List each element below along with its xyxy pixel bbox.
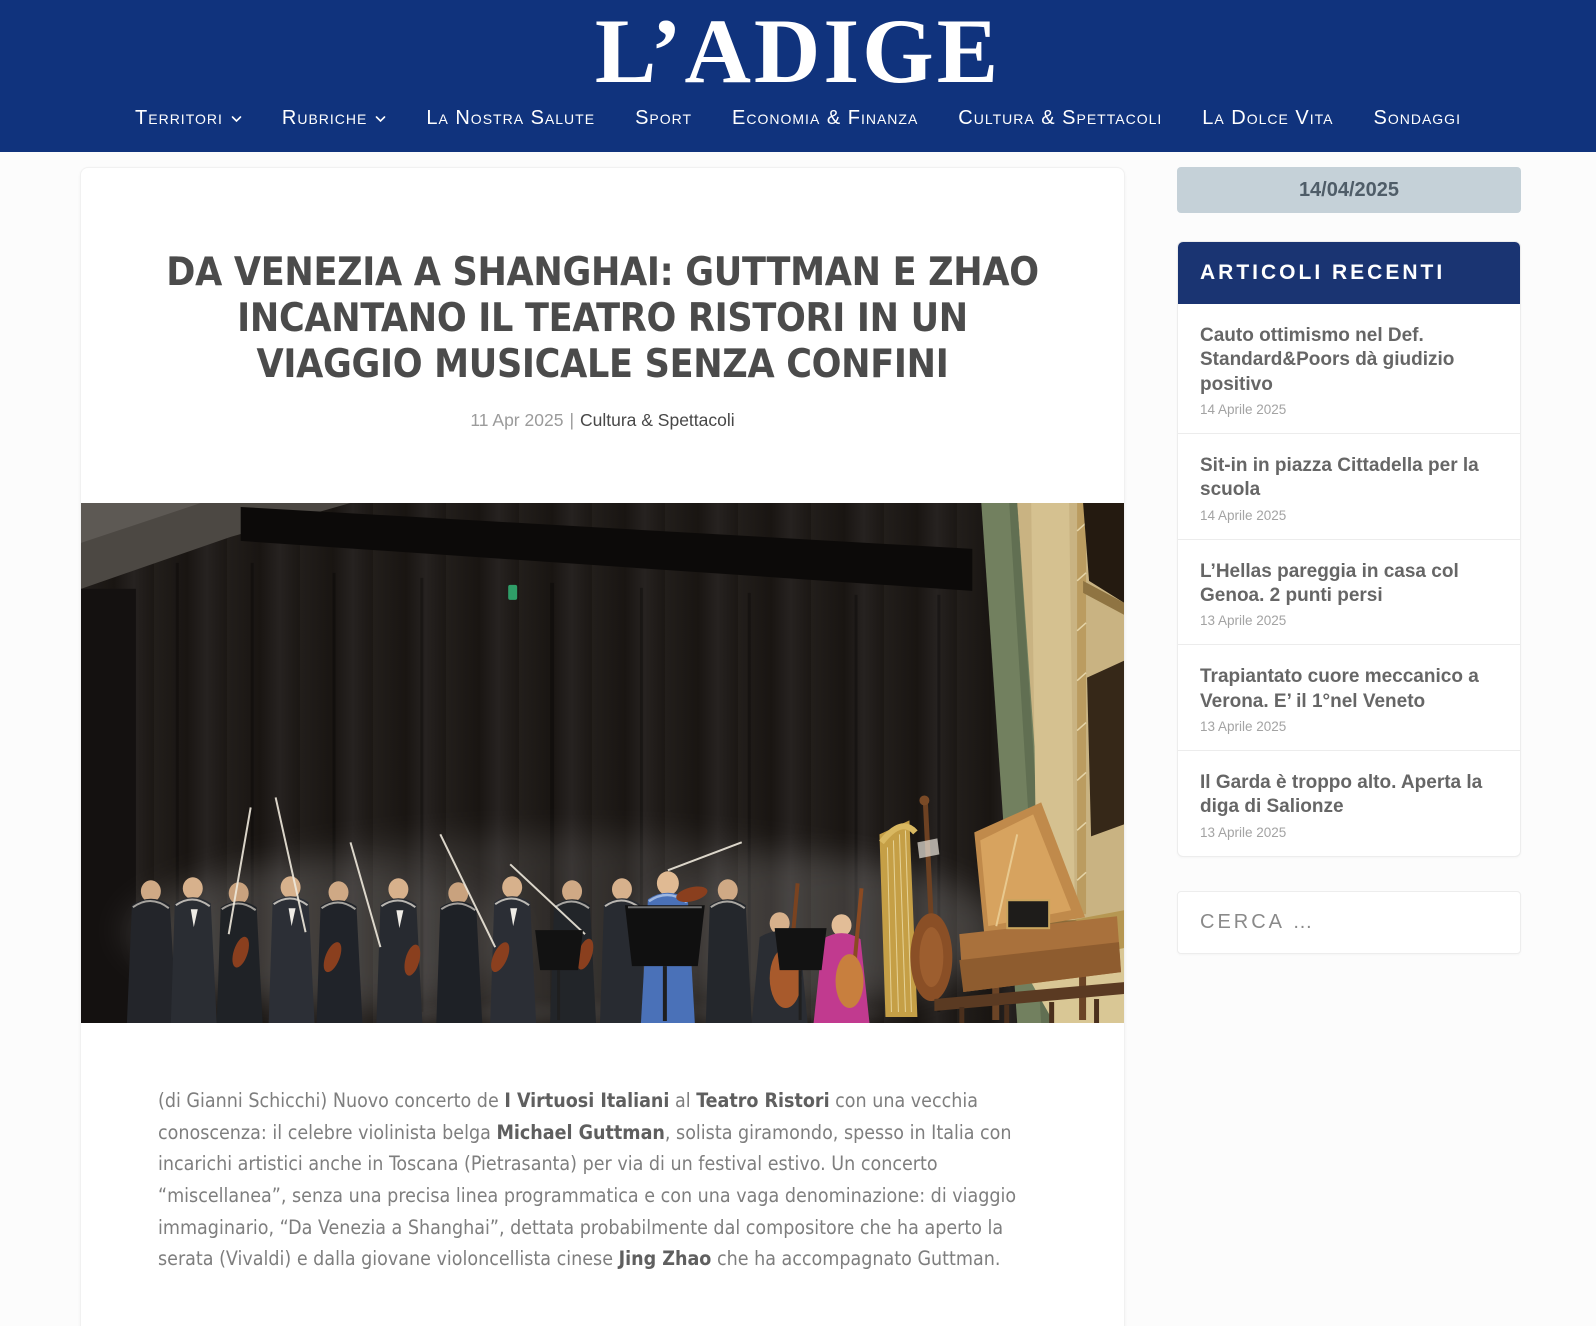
nav-item-label: Cultura & Spettacoli bbox=[958, 107, 1163, 130]
search-input[interactable] bbox=[1178, 892, 1520, 953]
nav-item-rubriche[interactable] bbox=[282, 108, 386, 128]
nav-item-economia-finanza[interactable] bbox=[732, 108, 918, 128]
recent-article-item[interactable] bbox=[1178, 304, 1520, 434]
recent-article-title: Il Garda è troppo alto. Aperta la diga di Salionze bbox=[1200, 771, 1483, 818]
sidebar bbox=[1177, 167, 1521, 953]
body-text: con una vecchia conoscenza: il celebre violinista belga bbox=[158, 1089, 979, 1144]
nav-item-label: Sondaggi bbox=[1373, 107, 1461, 130]
main-nav bbox=[0, 108, 1596, 128]
chevron-down-icon bbox=[375, 115, 386, 123]
chevron-down-icon bbox=[231, 115, 242, 123]
nav-item-label: Sport bbox=[635, 107, 693, 130]
article-title: DA VENEZIA A SHANGHAI: GUTTMAN E ZHAO INCANTANO IL TEATRO RISTORI IN UN VIAGGIO MUSICALE SENZA CONFINI bbox=[166, 250, 1039, 388]
body-text: (di Gianni Schicchi) Nuovo concerto de bbox=[158, 1089, 505, 1113]
recent-article-item[interactable] bbox=[1178, 434, 1520, 540]
recent-article-date: 14 Aprile 2025 bbox=[1200, 507, 1287, 523]
recent-article-date: 13 Aprile 2025 bbox=[1200, 824, 1287, 840]
recent-article-item[interactable] bbox=[1178, 645, 1520, 751]
nav-item-label: La Dolce Vita bbox=[1202, 107, 1334, 130]
recent-article-title: L’Hellas pareggia in casa col Genoa. 2 punti persi bbox=[1200, 560, 1459, 607]
article-body bbox=[158, 1085, 1047, 1274]
article-date: 11 Apr 2025 bbox=[470, 410, 564, 431]
search-card bbox=[1177, 891, 1521, 954]
recent-articles-card bbox=[1177, 241, 1521, 856]
body-text-bold: Jing Zhao bbox=[618, 1247, 712, 1271]
nav-item-cultura-spettacoli[interactable] bbox=[958, 108, 1162, 128]
body-text-bold: Michael Guttman bbox=[496, 1120, 665, 1144]
recent-article-item[interactable] bbox=[1178, 540, 1520, 646]
body-text: che ha accompagnato Guttman. bbox=[711, 1247, 1001, 1271]
current-date-badge: 14/04/2025 bbox=[1177, 167, 1521, 213]
nav-item-label: Territori bbox=[135, 107, 223, 130]
nav-item-label: La Nostra Salute bbox=[426, 107, 596, 130]
recent-articles-header: ARTICOLI RECENTI bbox=[1178, 242, 1520, 304]
nav-item-territori[interactable] bbox=[135, 108, 242, 128]
site-logo[interactable]: L’ADIGE bbox=[594, 0, 1002, 102]
meta-separator: | bbox=[569, 410, 574, 431]
content-area bbox=[0, 152, 1596, 1326]
exit-sign bbox=[508, 585, 517, 600]
nav-item-sport[interactable] bbox=[635, 108, 692, 128]
article-category-link[interactable]: Cultura & Spettacoli bbox=[579, 410, 735, 431]
recent-article-item[interactable] bbox=[1178, 751, 1520, 856]
nav-item-la-nostra-salute[interactable] bbox=[426, 108, 595, 128]
article-photo bbox=[81, 503, 1124, 1023]
nav-item-la-dolce-vita[interactable] bbox=[1202, 108, 1333, 128]
recent-article-title: Trapiantato cuore meccanico a Verona. E’ il 1°nel Veneto bbox=[1200, 666, 1479, 712]
recent-article-title: Sit-in in piazza Cittadella per la scuola bbox=[1200, 455, 1479, 501]
body-text: , solista giramondo, spesso in Italia con incarichi artistici anche in Toscana (Pietrasanta) per via di un festival estivo. Un concerto “miscellanea”, senza una precisa linea programmatica e con una vaga denominazione: di viaggio immaginario, “Da Venezia a Shanghai”, dettata probabilmente dal compositore che ha aperto la serata (Vivaldi) e dalla giovane violoncellista cinese bbox=[158, 1120, 1017, 1271]
recent-article-date: 14 Aprile 2025 bbox=[1200, 402, 1287, 418]
article-meta bbox=[81, 410, 1124, 431]
body-text-bold: Teatro Ristori bbox=[696, 1089, 830, 1113]
nav-item-label: Rubriche bbox=[281, 107, 368, 130]
site-header bbox=[0, 0, 1596, 152]
recent-article-date: 13 Aprile 2025 bbox=[1200, 613, 1287, 629]
nav-item-sondaggi[interactable] bbox=[1374, 108, 1461, 128]
nav-item-label: Economia & Finanza bbox=[732, 107, 919, 130]
recent-article-title: Cauto ottimismo nel Def. Standard&Poors dà giudizio positivo bbox=[1200, 325, 1455, 395]
body-text: al bbox=[669, 1089, 697, 1113]
body-text-bold: I Virtuosi Italiani bbox=[504, 1089, 670, 1113]
article-card bbox=[80, 167, 1125, 1326]
recent-article-date: 13 Aprile 2025 bbox=[1200, 718, 1287, 734]
